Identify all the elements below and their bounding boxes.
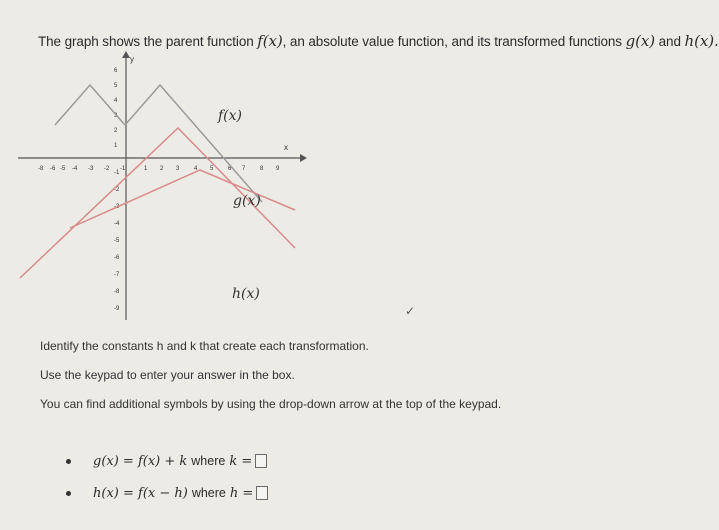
y-tick-label: 3 <box>114 113 118 119</box>
problem-text-before: The graph shows the parent function <box>38 34 254 49</box>
instruction-identify-constants: Identify the constants h and k that create each transformation. <box>40 339 369 353</box>
x-tick-label: 4 <box>194 166 198 172</box>
function-graph <box>0 50 320 325</box>
instruction-use-keypad: Use the keypad to enter your answer in the box. <box>40 368 295 382</box>
y-axis-arrow-icon <box>122 51 130 58</box>
x-axis-arrow-icon <box>300 154 307 162</box>
x-tick-label: 8 <box>260 166 264 172</box>
problem-text-middle: , an absolute value function, and its transformed functions <box>282 34 622 49</box>
question-g <box>66 448 267 474</box>
x-tick-label: 6 <box>228 166 232 172</box>
question-h <box>66 480 268 506</box>
y-tick-label: 4 <box>114 98 118 104</box>
y-tick-label: -9 <box>114 306 120 312</box>
parent-function-symbol: f(x) <box>257 32 283 50</box>
y-tick-label: -8 <box>114 289 120 295</box>
x-tick-label: 1 <box>144 166 148 172</box>
x-tick-label: -6 <box>50 166 56 172</box>
x-tick-label: -8 <box>38 166 44 172</box>
y-tick-label: 5 <box>114 83 118 89</box>
x-tick-label: 9 <box>276 166 280 172</box>
g-label: g(x) <box>233 193 261 209</box>
problem-text-and: and <box>658 34 681 49</box>
x-tick-label: -4 <box>72 166 78 172</box>
f-label: f(x) <box>218 108 243 124</box>
h-function-symbol: h(x). <box>684 32 719 50</box>
x-tick-label: 2 <box>160 166 164 172</box>
k-answer-box[interactable] <box>255 454 267 468</box>
y-tick-label: -5 <box>114 238 120 244</box>
x-tick-label: -5 <box>60 166 66 172</box>
y-tick-label: -3 <box>114 204 120 210</box>
h-label: h(x) <box>232 286 260 302</box>
x-tick-label: -3 <box>88 166 94 172</box>
y-tick-label: -2 <box>114 187 120 193</box>
y-tick-label: -4 <box>114 221 120 227</box>
h-equation: h(x) = f(x − h) <box>93 485 188 501</box>
y-tick-label: -6 <box>114 255 120 261</box>
x-tick-label: -2 <box>104 166 110 172</box>
y-tick-label: 6 <box>114 68 118 74</box>
h-variable: h = <box>229 485 254 501</box>
h-where-text: where <box>191 486 226 500</box>
x-axis-label: x <box>284 143 288 152</box>
bullet-icon <box>66 491 71 496</box>
bullet-icon <box>66 459 71 464</box>
h-answer-box[interactable] <box>256 486 268 500</box>
g-function-symbol: g(x) <box>625 32 655 50</box>
x-tick-label: 7 <box>242 166 246 172</box>
x-tick-label: 3 <box>176 166 180 172</box>
y-tick-label: -1 <box>114 170 120 176</box>
g-equation: g(x) = f(x) + k <box>93 453 188 469</box>
y-tick-label: 2 <box>114 128 118 134</box>
check-icon: ✓ <box>405 304 416 318</box>
f-function-line <box>55 85 125 125</box>
instruction-additional-symbols: You can find additional symbols by using the drop-down arrow at the top of the keypad. <box>40 397 502 411</box>
y-tick-label: 1 <box>114 143 118 149</box>
g-where-text: where <box>191 454 226 468</box>
x-tick-label: -1 <box>120 166 126 172</box>
problem-statement <box>38 32 719 50</box>
y-tick-label: -7 <box>114 272 120 278</box>
k-variable: k = <box>229 453 253 469</box>
x-tick-labels <box>38 166 280 172</box>
x-tick-label: 5 <box>210 166 214 172</box>
y-tick-labels <box>114 68 120 312</box>
y-axis-label: y <box>130 55 134 64</box>
